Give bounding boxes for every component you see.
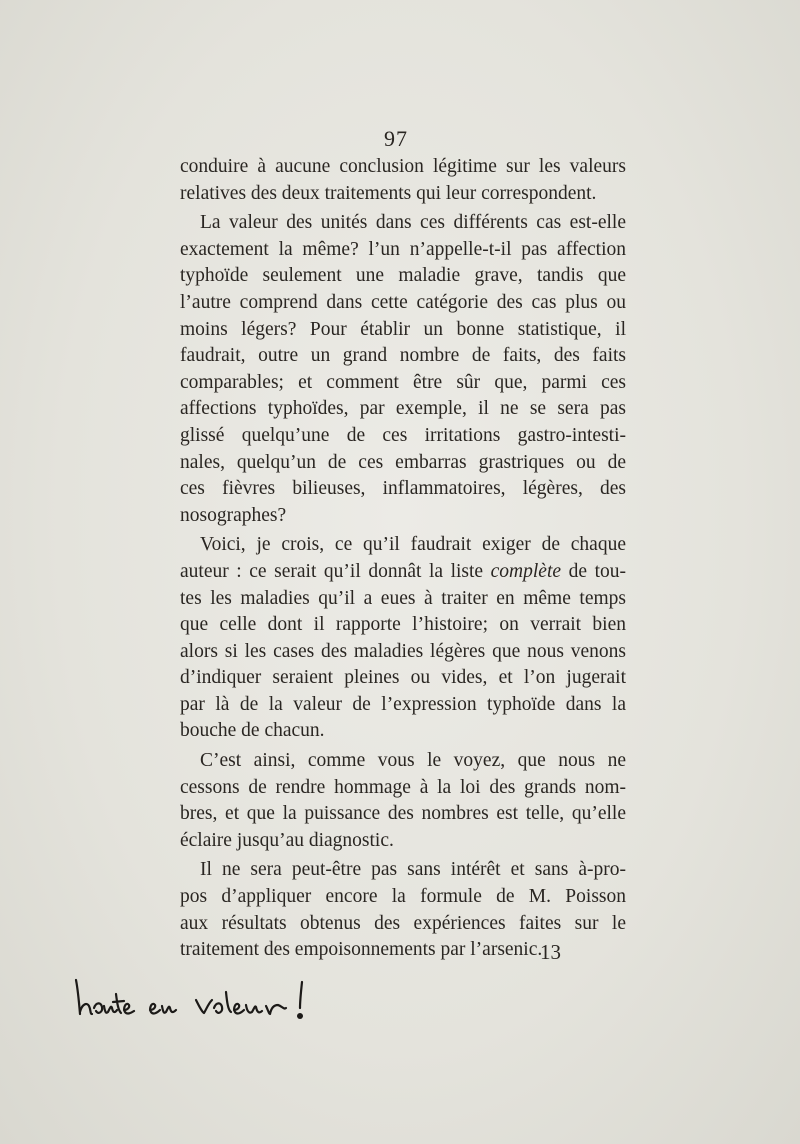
- text-line: que celle dont il rapporte l’histoire; on verrait bien: [180, 614, 626, 636]
- text-line: alors si les cases des maladies légères que nous venons: [180, 640, 626, 662]
- text-line: cessons de rendre hommage à la loi des grands nom-: [180, 776, 626, 798]
- page-number: 97: [384, 126, 408, 151]
- text-line: pos d’appliquer encore la formule de M. Poisson: [180, 886, 626, 908]
- paragraph: [180, 210, 626, 529]
- body-text: [180, 154, 626, 964]
- text-line: d’indiquer seraient pleines ou vides, et l’on jugerait: [180, 667, 626, 689]
- text-run: de tou-: [561, 560, 626, 582]
- handwritten-annotation: [70, 972, 330, 1032]
- text-line: éclaire jusqu’au diagnostic.: [180, 829, 394, 851]
- text-line: comparables; et comment être sûr que, parmi ces: [180, 371, 626, 393]
- paragraph: [180, 748, 626, 854]
- text-line: glissé quelqu’une de ces irritations gastro-intesti-: [180, 424, 626, 446]
- text-line: [180, 559, 626, 586]
- text-line: affections typhoïdes, par exemple, il ne se sera pas: [180, 398, 626, 420]
- text-line: Voici, je crois, ce qu’il faudrait exiger de chaque: [200, 534, 626, 556]
- text-line: moins légers? Pour établir un bonne statistique, il: [180, 318, 626, 340]
- text-run: auteur : ce serait qu’il donnât la liste: [180, 560, 491, 582]
- paragraph: [180, 532, 626, 745]
- text-line: relatives des deux traitements qui leur correspondent.: [180, 182, 597, 204]
- exclamation-dot: [297, 1013, 303, 1019]
- text-line: l’autre comprend dans cette catégorie des cas plus ou: [180, 291, 626, 313]
- text-line: typhoïde seulement une maladie grave, tandis que: [180, 265, 626, 287]
- text-line: La valeur des unités dans ces différents cas est-elle: [200, 212, 626, 234]
- text-line: faudrait, outre un grand nombre de faits, des faits: [180, 345, 626, 367]
- text-line: conduire à aucune conclusion légitime sur les valeurs: [180, 156, 626, 177]
- text-line: ces fièvres bilieuses, inflammatoires, légères, des: [180, 478, 626, 500]
- text-line: nosographes?: [180, 504, 287, 526]
- paragraph: [180, 154, 626, 207]
- text-line: traitement des empoisonnements par l’arsenic.: [180, 939, 543, 961]
- signature-mark: 13: [540, 940, 561, 964]
- text-line: exactement la même? l’un n’appelle-t-il pas affection: [180, 238, 626, 260]
- text-line: tes les maladies qu’il a eues à traiter en même temps: [180, 587, 626, 609]
- text-line: aux résultats obtenus des expériences faites sur le: [180, 912, 626, 934]
- handwriting-scribble: [70, 972, 330, 1032]
- text-line: par là de la valeur de l’expression typhoïde dans la: [180, 693, 626, 715]
- text-line: Il ne sera peut-être pas sans intérêt et sans à-pro-: [200, 859, 626, 881]
- text-line: bouche de chacun.: [180, 720, 325, 742]
- emphasis-word: complète: [490, 560, 562, 582]
- text-line: bres, et que la puissance des nombres est telle, qu’elle: [180, 803, 626, 825]
- text-line: nales, quelqu’un de ces embarras grastriques ou de: [180, 451, 626, 473]
- text-line: C’est ainsi, comme vous le voyez, que nous ne: [200, 750, 626, 772]
